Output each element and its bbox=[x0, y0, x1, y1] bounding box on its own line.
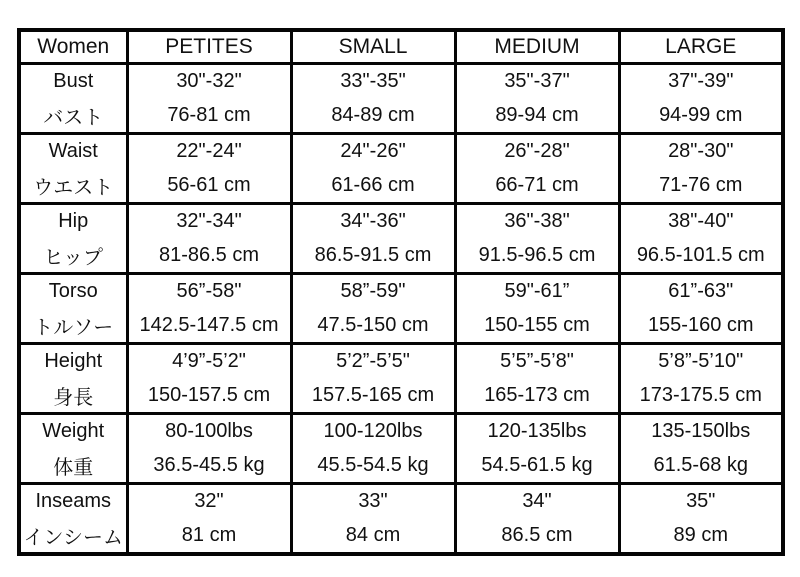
row-label bbox=[19, 274, 127, 344]
imperial-value: 5’5”-5’8" bbox=[500, 350, 574, 373]
imperial-value: 5’8”-5’10" bbox=[658, 350, 744, 373]
row-label-en: Weight bbox=[42, 420, 105, 443]
imperial-value: 56”-58" bbox=[176, 280, 242, 303]
metric-value: 89 cm bbox=[673, 523, 728, 546]
metric-value: 150-155 cm bbox=[484, 313, 590, 336]
row-label-ja: ウエスト bbox=[33, 176, 114, 199]
metric-value: 89-94 cm bbox=[495, 103, 579, 126]
metric-value: 56-61 cm bbox=[167, 173, 251, 196]
measurement-cell bbox=[291, 344, 455, 414]
metric-value: 66-71 cm bbox=[495, 173, 579, 196]
metric-value: 157.5-165 cm bbox=[311, 383, 435, 406]
imperial-value: 61”-63" bbox=[668, 280, 734, 303]
imperial-value: 33" bbox=[358, 490, 388, 513]
row-label-ja: インシーム bbox=[23, 526, 123, 549]
imperial-value: 32"-34" bbox=[176, 210, 242, 233]
imperial-value: 38"-40" bbox=[668, 210, 734, 233]
metric-value: 61-66 cm bbox=[331, 173, 415, 196]
header-row bbox=[19, 30, 783, 64]
header-medium: MEDIUM bbox=[455, 30, 619, 64]
measurement-cell bbox=[455, 274, 619, 344]
row-label-en: Waist bbox=[48, 140, 98, 163]
metric-value: 84-89 cm bbox=[331, 103, 415, 126]
measurement-cell bbox=[455, 484, 619, 555]
table-row-height bbox=[19, 344, 783, 414]
row-label-en: Height bbox=[44, 350, 103, 373]
row-label-ja: バスト bbox=[43, 106, 104, 129]
table-row-hip bbox=[19, 204, 783, 274]
measurement-cell bbox=[619, 484, 783, 555]
table-row-inseams bbox=[19, 484, 783, 555]
measurement-cell bbox=[455, 344, 619, 414]
measurement-cell bbox=[127, 344, 291, 414]
measurement-cell bbox=[455, 134, 619, 204]
row-label-ja: ヒップ bbox=[43, 246, 103, 269]
metric-value: 155-160 cm bbox=[647, 313, 754, 336]
imperial-value: 135-150lbs bbox=[651, 420, 751, 443]
row-label-ja: 身長 bbox=[53, 386, 94, 409]
row-label bbox=[19, 414, 127, 484]
header-large: LARGE bbox=[619, 30, 783, 64]
measurement-cell bbox=[127, 64, 291, 134]
row-label bbox=[19, 204, 127, 274]
table-row-weight bbox=[19, 414, 783, 484]
row-label bbox=[19, 134, 127, 204]
imperial-value: 35"-37" bbox=[504, 70, 570, 93]
metric-value: 76-81 cm bbox=[167, 103, 251, 126]
imperial-value: 34"-36" bbox=[340, 210, 406, 233]
measurement-cell bbox=[291, 484, 455, 555]
row-label-en: Bust bbox=[53, 70, 94, 93]
row-label-en: Inseams bbox=[35, 490, 112, 513]
measurement-cell bbox=[619, 414, 783, 484]
imperial-value: 33"-35" bbox=[340, 70, 406, 93]
header-petites: PETITES bbox=[127, 30, 291, 64]
row-label-ja: トルソー bbox=[33, 316, 114, 339]
metric-value: 54.5-61.5 kg bbox=[481, 453, 593, 476]
imperial-value: 58”-59" bbox=[340, 280, 406, 303]
measurement-cell bbox=[127, 204, 291, 274]
imperial-value: 22"-24" bbox=[176, 140, 242, 163]
metric-value: 47.5-150 cm bbox=[317, 313, 429, 336]
womens-size-chart-table bbox=[17, 28, 785, 556]
measurement-cell bbox=[455, 64, 619, 134]
measurement-cell bbox=[127, 414, 291, 484]
measurement-cell bbox=[127, 274, 291, 344]
row-label-en: Hip bbox=[58, 210, 89, 233]
row-label-ja: 体重 bbox=[53, 456, 94, 479]
imperial-value: 120-135lbs bbox=[487, 420, 587, 443]
metric-value: 61.5-68 kg bbox=[653, 453, 748, 476]
measurement-cell bbox=[455, 204, 619, 274]
imperial-value: 35" bbox=[686, 490, 716, 513]
imperial-value: 37"-39" bbox=[668, 70, 734, 93]
table-row-bust bbox=[19, 64, 783, 134]
measurement-cell bbox=[291, 64, 455, 134]
metric-value: 36.5-45.5 kg bbox=[153, 453, 265, 476]
imperial-value: 4’9”-5’2" bbox=[172, 350, 246, 373]
measurement-cell bbox=[291, 134, 455, 204]
measurement-cell bbox=[619, 274, 783, 344]
metric-value: 150-157.5 cm bbox=[147, 383, 271, 406]
measurement-cell bbox=[619, 134, 783, 204]
table-row-torso bbox=[19, 274, 783, 344]
imperial-value: 59"-61” bbox=[504, 280, 570, 303]
measurement-cell bbox=[291, 204, 455, 274]
metric-value: 86.5 cm bbox=[501, 523, 573, 546]
imperial-value: 26"-28" bbox=[504, 140, 570, 163]
row-label bbox=[19, 344, 127, 414]
table-row-waist bbox=[19, 134, 783, 204]
measurement-cell bbox=[455, 414, 619, 484]
metric-value: 71-76 cm bbox=[659, 173, 743, 196]
imperial-value: 28"-30" bbox=[668, 140, 734, 163]
measurement-cell bbox=[619, 64, 783, 134]
metric-value: 142.5-147.5 cm bbox=[139, 313, 279, 336]
metric-value: 84 cm bbox=[345, 523, 401, 546]
imperial-value: 34" bbox=[522, 490, 552, 513]
metric-value: 165-173 cm bbox=[484, 383, 590, 406]
measurement-cell bbox=[619, 204, 783, 274]
header-small: SMALL bbox=[291, 30, 455, 64]
metric-value: 94-99 cm bbox=[659, 103, 743, 126]
imperial-value: 32" bbox=[194, 490, 224, 513]
metric-value: 91.5-96.5 cm bbox=[478, 243, 596, 266]
header-women: Women bbox=[19, 30, 127, 64]
metric-value: 45.5-54.5 kg bbox=[317, 453, 429, 476]
measurement-cell bbox=[127, 484, 291, 555]
row-label-en: Torso bbox=[48, 280, 98, 303]
row-label bbox=[19, 64, 127, 134]
metric-value: 81-86.5 cm bbox=[158, 243, 260, 266]
metric-value: 96.5-101.5 cm bbox=[636, 243, 765, 266]
imperial-value: 5’2”-5’5" bbox=[336, 350, 410, 373]
imperial-value: 36"-38" bbox=[504, 210, 570, 233]
metric-value: 81 cm bbox=[181, 523, 237, 546]
imperial-value: 24"-26" bbox=[340, 140, 406, 163]
imperial-value: 100-120lbs bbox=[323, 420, 423, 443]
imperial-value: 30"-32" bbox=[176, 70, 242, 93]
metric-value: 86.5-91.5 cm bbox=[314, 243, 432, 266]
row-label bbox=[19, 484, 127, 555]
measurement-cell bbox=[619, 344, 783, 414]
imperial-value: 80-100lbs bbox=[165, 420, 253, 443]
measurement-cell bbox=[291, 414, 455, 484]
measurement-cell bbox=[291, 274, 455, 344]
measurement-cell bbox=[127, 134, 291, 204]
metric-value: 173-175.5 cm bbox=[639, 383, 762, 406]
